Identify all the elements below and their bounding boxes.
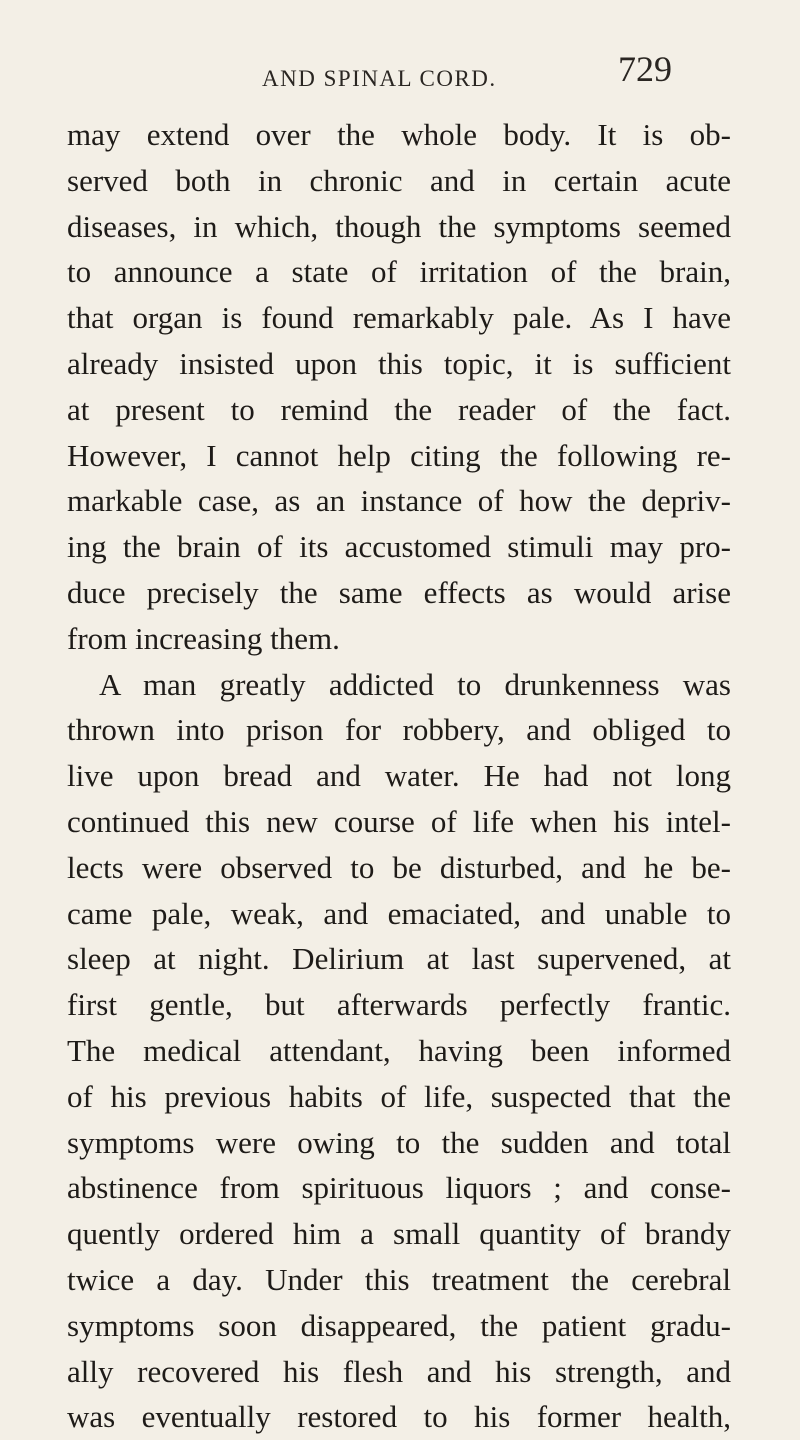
- text-line: to announce a state of irritation of the brain,: [67, 254, 731, 290]
- text-line: live upon bread and water. He had not long: [67, 758, 731, 794]
- text-line: symptoms soon disappeared, the patient gradu-: [67, 1307, 731, 1343]
- text-line: The medical attendant, having been informed: [67, 1032, 731, 1068]
- text-line: first gentle, but afterwards perfectly frantic.: [67, 987, 731, 1023]
- text-line: sleep at night. Delirium at last supervened, at: [67, 941, 731, 977]
- text-line: symptoms were owing to the sudden and total: [67, 1124, 731, 1160]
- page-number: 729: [618, 49, 672, 89]
- text-line: may extend over the whole body. It is ob-: [67, 117, 731, 152]
- text-line: duce precisely the same effects as would arise: [67, 574, 731, 610]
- text-line: diseases, in which, though the symptoms seemed: [67, 208, 731, 244]
- paragraph-start-line: A man greatly addicted to drunkenness was: [99, 666, 731, 702]
- text-line: already insisted upon this topic, it is sufficient: [67, 345, 731, 381]
- text-line: of his previous habits of life, suspected that the: [67, 1078, 731, 1114]
- text-line: quently ordered him a small quantity of brandy: [67, 1216, 731, 1252]
- paragraph-end-line: from increasing them.: [67, 620, 340, 656]
- text-line: However, I cannot help citing the following re-: [67, 437, 731, 473]
- text-line: twice a day. Under this treatment the cerebral: [67, 1261, 731, 1297]
- text-line: ing the brain of its accustomed stimuli may pro-: [67, 529, 731, 565]
- running-title: AND SPINAL CORD.: [262, 66, 497, 91]
- text-line: thrown into prison for robbery, and obliged to: [67, 712, 731, 748]
- text-line: served both in chronic and in certain acute: [67, 162, 731, 198]
- text-line: markable case, as an instance of how the depriv-: [67, 483, 731, 519]
- text-line: that organ is found remarkably pale. As I have: [67, 300, 731, 336]
- text-line: abstinence from spirituous liquors ; and conse-: [67, 1170, 731, 1206]
- body-text: [67, 112, 731, 1440]
- text-line: ally recovered his flesh and his strength, and: [67, 1353, 731, 1389]
- text-line: came pale, weak, and emaciated, and unable to: [67, 895, 731, 931]
- text-line: was eventually restored to his former health,: [67, 1399, 731, 1435]
- text-line: continued this new course of life when his intel-: [67, 803, 731, 839]
- text-line: lects were observed to be disturbed, and he be-: [67, 849, 731, 885]
- text-line: at present to remind the reader of the fact.: [67, 391, 731, 427]
